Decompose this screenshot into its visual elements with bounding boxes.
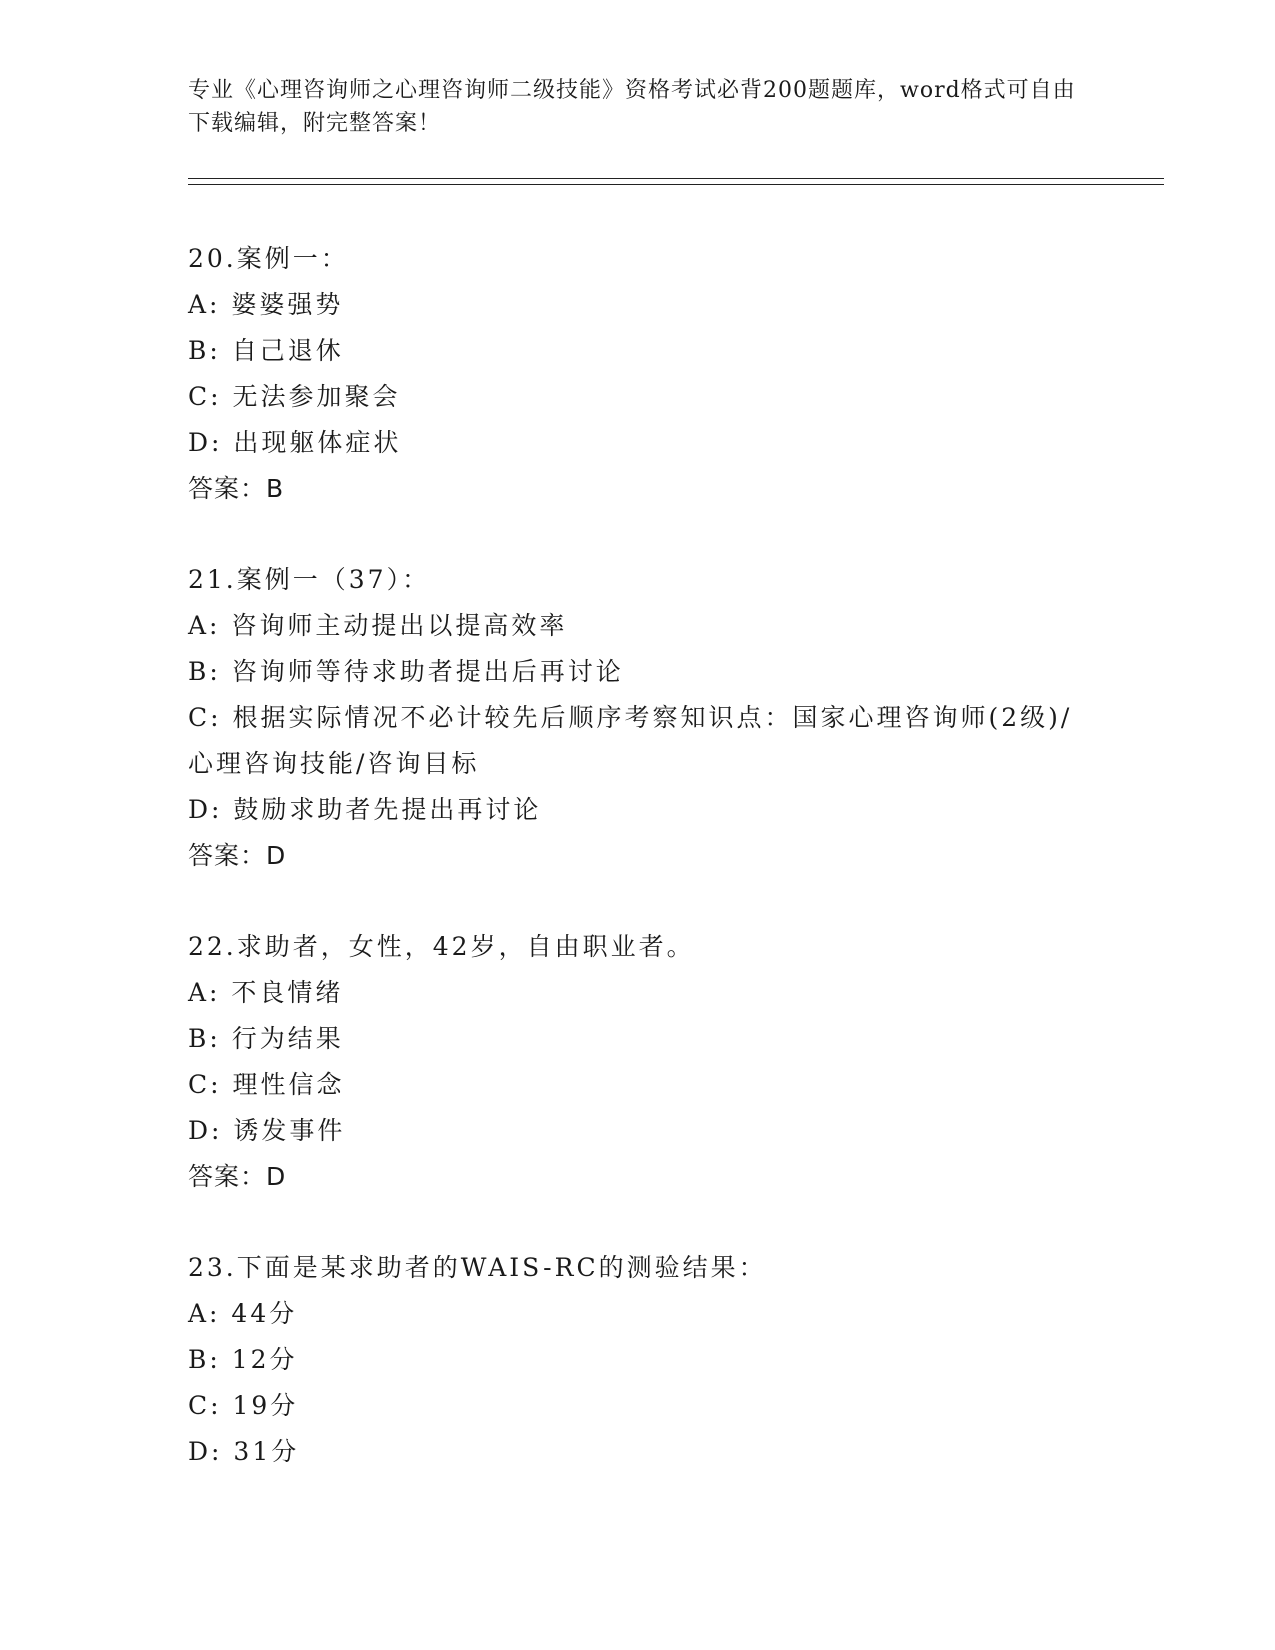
- question-22: [188, 924, 1148, 1200]
- question-stem: 22.求助者，女性，42岁，自由职业者。: [188, 932, 695, 961]
- option-a: A: 44分: [188, 1299, 298, 1328]
- option-d: D: 出现躯体症状: [188, 428, 402, 457]
- option-c: C: 无法参加聚会: [188, 382, 401, 411]
- option-c: C: 根据实际情况不必计较先后顺序考察知识点：国家心理咨询师(2级)/心理咨询技能/咨询目标: [188, 703, 1073, 778]
- option-b: B: 自己退休: [188, 336, 344, 365]
- header-text: 专业《心理咨询师之心理咨询师二级技能》资格考试必背200题题库，word格式可自由下载编辑，附完整答案！: [188, 78, 1076, 136]
- question-stem: 23.下面是某求助者的WAIS-RC的测验结果：: [188, 1253, 767, 1282]
- option-b: B: 12分: [188, 1345, 298, 1374]
- option-a: A: 不良情绪: [188, 978, 344, 1007]
- option-b: B: 咨询师等待求助者提出后再讨论: [188, 657, 624, 686]
- document-header: [188, 74, 1088, 140]
- option-a: A: 咨询师主动提出以提高效率: [188, 611, 568, 640]
- option-d: D: 诱发事件: [188, 1116, 346, 1145]
- question-stem: 21.案例一（37）：: [188, 565, 431, 594]
- answer-text: 答案：B: [188, 474, 285, 503]
- question-21: [188, 557, 1148, 879]
- question-list: [188, 236, 1148, 1520]
- question-23: [188, 1245, 1148, 1475]
- option-b: B: 行为结果: [188, 1024, 344, 1053]
- option-d: D: 31分: [188, 1437, 300, 1466]
- header-rule-bottom: [188, 184, 1164, 185]
- answer-text: 答案：D: [188, 841, 287, 870]
- option-a: A: 婆婆强势: [188, 290, 344, 319]
- answer-text: 答案：D: [188, 1162, 287, 1191]
- question-20: [188, 236, 1148, 512]
- option-c: C: 理性信念: [188, 1070, 345, 1099]
- header-rule-top: [188, 178, 1164, 179]
- option-d: D: 鼓励求助者先提出再讨论: [188, 795, 542, 824]
- question-stem: 20.案例一：: [188, 244, 349, 273]
- option-c: C: 19分: [188, 1391, 299, 1420]
